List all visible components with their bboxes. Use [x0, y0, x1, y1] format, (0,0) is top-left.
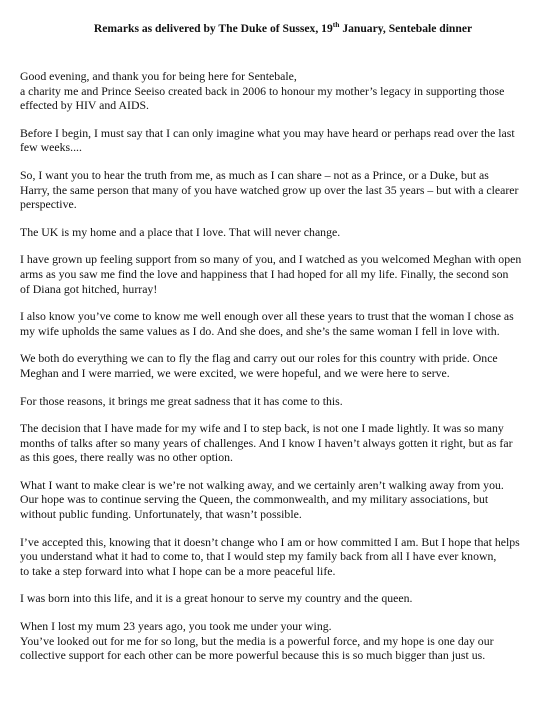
paragraph-line: few weeks....	[20, 140, 82, 155]
speech-paragraph	[20, 421, 546, 465]
speech-paragraph	[20, 591, 546, 606]
speech-body	[20, 69, 546, 663]
paragraph-line: collective support for each other can be more powerful because this is so much bigger than just us.	[20, 648, 486, 663]
document-title	[20, 22, 546, 36]
paragraph-line: For those reasons, it brings me great sadness that it has come to this.	[20, 393, 343, 408]
paragraph-line: arms as you saw me find the love and happiness that I had hoped for all my life. Finally, the second son	[20, 266, 509, 281]
paragraph-line: Our hope was to continue serving the Queen, the commonwealth, and my military associations, but	[20, 492, 489, 507]
paragraph-line: my wife upholds the same values as I do. And she does, and she’s the same woman I fell in love with.	[20, 323, 500, 338]
speech-paragraph	[20, 309, 546, 338]
paragraph-line: Before I begin, I must say that I can only imagine what you may have heard or perhaps read over the last	[20, 125, 515, 140]
paragraph-line: to take a step forward into what I hope can be a more peaceful life.	[20, 563, 336, 578]
paragraph-line: When I lost my mum 23 years ago, you took me under your wing.	[20, 619, 332, 634]
paragraph-line: You’ve looked out for me for so long, but the media is a powerful force, and my hope is one day our	[20, 633, 494, 648]
paragraph-line: Meghan and I were married, we were excited, we were hopeful, and we were here to serve.	[20, 365, 450, 380]
paragraph-line: I have grown up feeling support from so many of you, and I watched as you welcomed Meghan with open	[20, 252, 522, 267]
paragraph-line: I also know you’ve come to know me well enough over all these years to trust that the woman I chose as	[20, 309, 514, 324]
speech-paragraph	[20, 225, 546, 240]
paragraph-line: The decision that I have made for my wife and I to step back, is not one I made lightly. It was so many	[20, 421, 504, 436]
paragraph-line: effected by HIV and AIDS.	[20, 98, 149, 113]
paragraph-line: without public funding. Unfortunately, that wasn’t possible.	[20, 507, 302, 522]
speech-paragraph	[20, 535, 546, 579]
title-superscript: th	[332, 20, 340, 30]
speech-paragraph	[20, 252, 546, 296]
paragraph-line: So, I want you to hear the truth from me, as much as I can share – not as a Prince, or a Duke, but as	[20, 167, 489, 182]
paragraph-line: you understand what it had to come to, that I would step my family back from all I have ever known,	[20, 549, 497, 564]
paragraph-line: What I want to make clear is we’re not walking away, and we certainly aren’t walking away from you.	[20, 477, 504, 492]
title-prefix: Remarks as delivered by The Duke of Sussex, 19	[93, 22, 333, 35]
speech-paragraph	[20, 69, 546, 113]
paragraph-line: I was born into this life, and it is a great honour to serve my country and the queen.	[20, 591, 413, 606]
title-suffix: January, Sentebale dinner	[339, 22, 473, 35]
speech-paragraph	[20, 478, 546, 522]
speech-paragraph	[20, 168, 546, 212]
paragraph-line: perspective.	[20, 197, 77, 212]
speech-paragraph	[20, 619, 546, 663]
paragraph-line: The UK is my home and a place that I love. That will never change.	[20, 224, 341, 239]
paragraph-line: months of talks after so many years of challenges. And I know I haven’t always gotten it right, but as far	[20, 435, 513, 450]
paragraph-line: I’ve accepted this, knowing that it doesn’t change who I am or how committed I am. But I hope that helps	[20, 534, 520, 549]
paragraph-line: Harry, the same person that many of you have watched grow up over the last 35 years – but with a clearer	[20, 182, 519, 197]
paragraph-line: of Diana got hitched, hurray!	[20, 281, 158, 296]
speech-paragraph	[20, 394, 546, 409]
paragraph-line: a charity me and Prince Seeiso created back in 2006 to honour my mother’s legacy in supporting those	[20, 83, 505, 98]
paragraph-line: We both do everything we can to fly the flag and carry out our roles for this country with pride. Once	[20, 351, 498, 366]
paragraph-line: as this goes, there really was no other option.	[20, 450, 233, 465]
speech-paragraph	[20, 126, 546, 155]
paragraph-line: Good evening, and thank you for being here for Sentebale,	[20, 69, 297, 83]
speech-paragraph	[20, 351, 546, 380]
